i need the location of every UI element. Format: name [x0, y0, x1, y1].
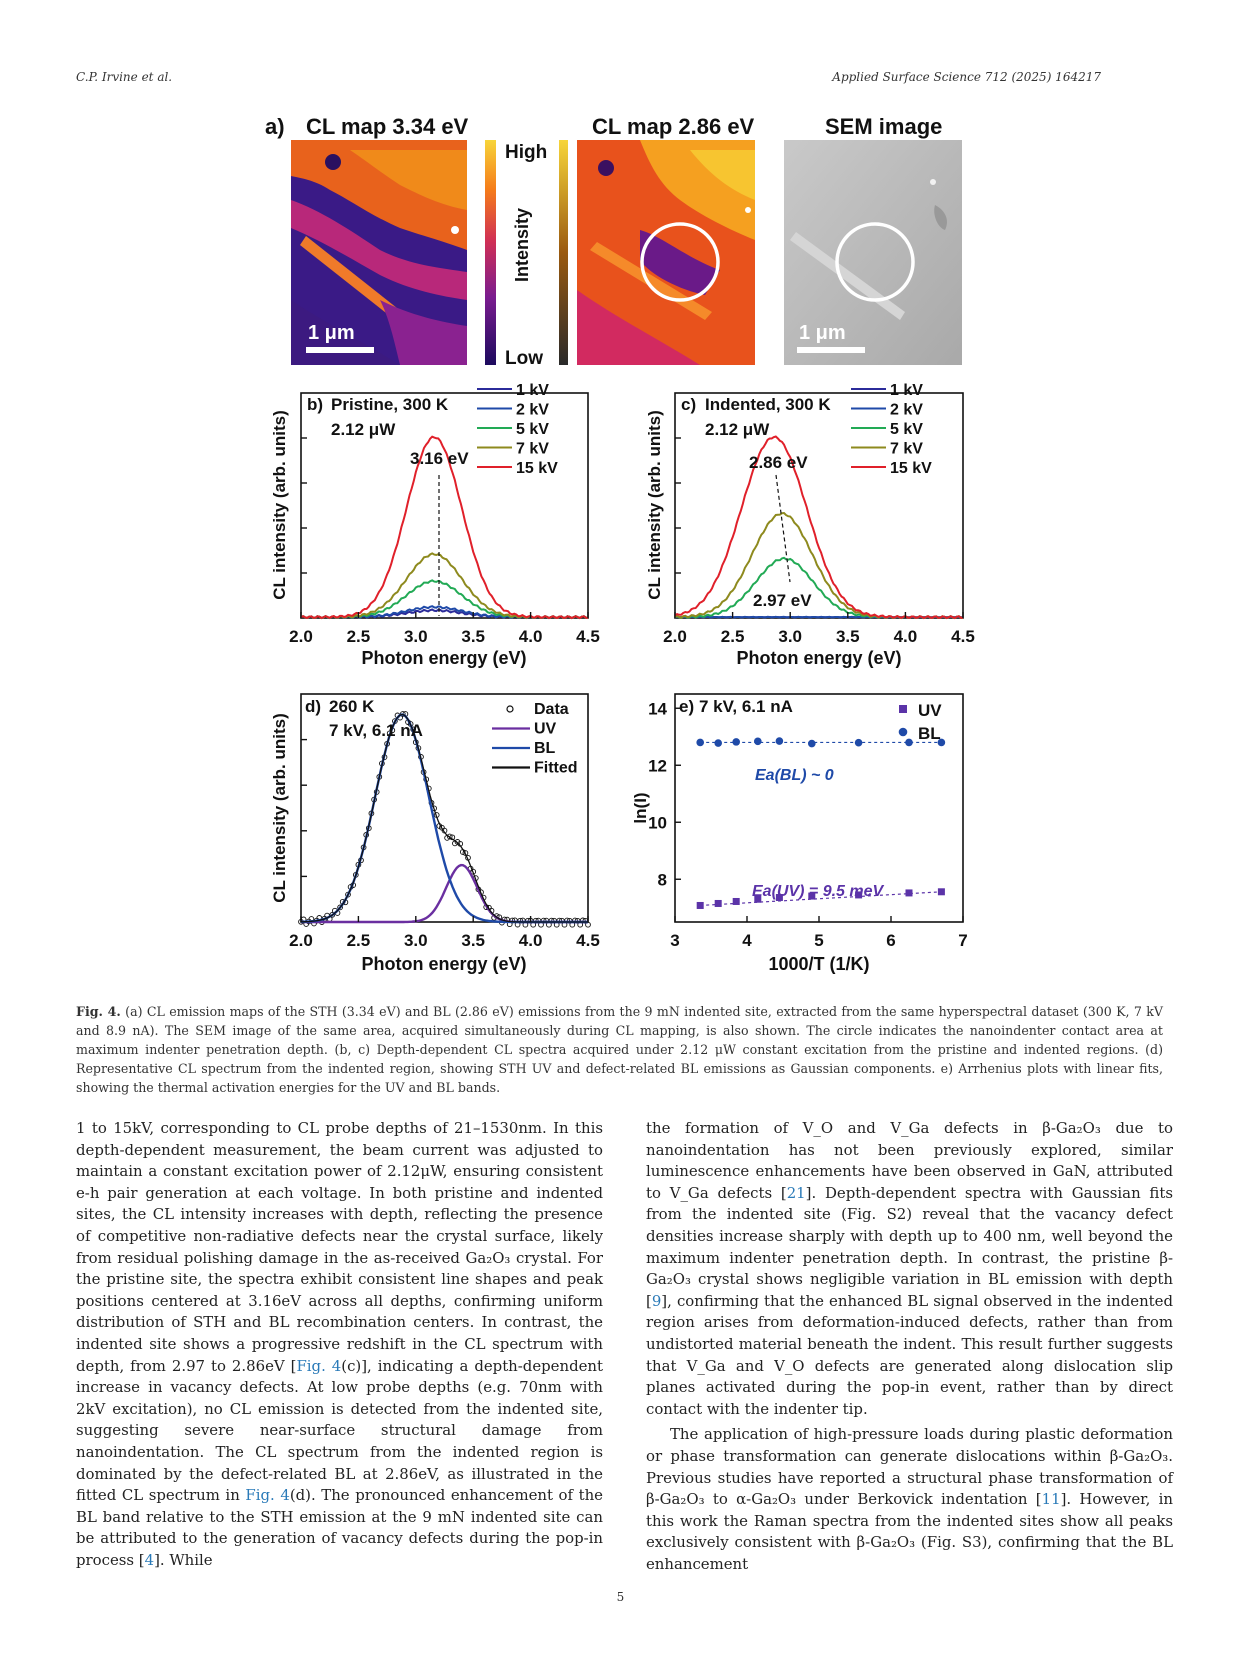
- d-legend-label: Data: [534, 701, 569, 718]
- b-xtick-label: 2.0: [289, 627, 313, 646]
- e-point-uv: [697, 902, 704, 909]
- panel-a-label: a): [265, 114, 285, 139]
- caption-label: Fig. 4.: [76, 1004, 121, 1019]
- body-column-right: [646, 1118, 1173, 1575]
- d-xtick-label: 4.5: [576, 931, 600, 950]
- panel-b-power: 2.12 μW: [331, 420, 396, 439]
- c-xtick-label: 3.0: [778, 627, 803, 646]
- panel-d-chart: [270, 694, 600, 974]
- colorbar-2: [559, 140, 568, 365]
- colorbar-low: Low: [505, 348, 543, 369]
- d-legend-swatch: [507, 706, 513, 712]
- c-xtick-label: 2.5: [720, 627, 745, 646]
- d-xtick-label: 2.5: [346, 931, 371, 950]
- b-legend-label: 5 kV: [516, 421, 549, 438]
- panel-c-ylabel: CL intensity (arb. units): [645, 410, 664, 600]
- e-point-bl: [732, 738, 740, 746]
- sem-title: SEM image: [825, 114, 943, 139]
- b-legend-label: 1 kV: [516, 382, 549, 399]
- panel-b-chart: [270, 382, 600, 668]
- page-number: 5: [616, 1590, 625, 1604]
- left-text-4: ]. While: [154, 1550, 213, 1569]
- figure-caption: [76, 1002, 1163, 1097]
- running-header-journal: Applied Surface Science 712 (2025) 164217: [832, 70, 1101, 84]
- map1-title: CL map 3.34 eV: [306, 114, 469, 139]
- panel-c-chart: [645, 382, 975, 668]
- citation-9[interactable]: 9: [651, 1291, 662, 1310]
- panel-c-power: 2.12 μW: [705, 420, 770, 439]
- colorbar-label: Intensity: [512, 207, 532, 282]
- scale-bar-1: [306, 347, 374, 353]
- fig-ref-4c[interactable]: Fig. 4: [296, 1356, 342, 1375]
- ea-bl-annotation: Ea(BL) ~ 0: [755, 767, 834, 784]
- e-legend-swatch-bl: [899, 728, 908, 737]
- left-text-1: 1 to 15kV, corresponding to CL probe depths of 21–1530nm. In this depth-dependent measurement, the beam current was adjusted to maintain a constant excitation power of 2.12μW, ensuring consistent e-h pair generation at each voltage. In both pristine and indented sites, the CL intensity increases with depth, reflecting the presence of competitive non-radiative defects near the crystal surface, likely from residual polishing damage in the as-received Ga₂O₃ crystal. For the pristine site, the spectra exhibit consistent line shapes and peak positions centered at 3.16eV across all depths, confirming uniform distribution of STH and BL recombination centers. In contrast, the indented site shows a progressive redshift in the CL spectrum with depth, from 2.97 to 2.86eV [: [76, 1119, 603, 1375]
- d-xtick-label: 4.0: [518, 931, 543, 950]
- cl-map-2-86ev: [577, 140, 755, 365]
- panel-e-label: e): [679, 697, 695, 716]
- panel-b-condition: Pristine, 300 K: [331, 395, 449, 414]
- e-point-uv: [733, 898, 740, 905]
- citation-21[interactable]: 21: [786, 1183, 806, 1202]
- right-text-4: The application of high-pressure loads during plastic deformation or phase transformation can generate dislocations within β-Ga₂O₃. Previous studies have reported a structural phase transformation of β-Ga₂O₃ to α-Ga₂O₃ under Berkovick indentation [: [646, 1425, 1173, 1509]
- e-point-uv: [715, 900, 722, 907]
- e-legend-label: BL: [918, 724, 941, 743]
- c-curve-7-kv: [675, 513, 963, 618]
- panel-c-label: c): [681, 395, 697, 414]
- b-legend-label: 15 kV: [516, 460, 558, 477]
- d-xtick-label: 3.0: [403, 931, 428, 950]
- panel-e-conditions: 7 kV, 6.1 nA: [699, 697, 793, 716]
- d-xtick-label: 3.5: [461, 931, 486, 950]
- d-legend-label: BL: [534, 740, 556, 757]
- e-xtick-label: 3: [670, 931, 680, 950]
- e-point-bl: [855, 739, 863, 747]
- panel-c-condition: Indented, 300 K: [705, 395, 831, 414]
- e-point-bl: [754, 738, 762, 746]
- right-text-3: ], confirming that the enhanced BL signal observed in the indented region arises from deformation-induced defects, rather than from undistorted material beneath the indent. This result further suggests that V_Ga and V_O defects are generated along dislocation slip planes activated during the pop-in event, rather than by direct contact with the indenter tip.: [646, 1291, 1173, 1418]
- c-legend-label: 7 kV: [890, 440, 923, 458]
- e-xtick-label: 7: [958, 931, 968, 950]
- left-paragraph: [76, 1118, 603, 1571]
- running-header-authors: C.P. Irvine et al.: [76, 70, 173, 84]
- panel-e-ylabel: ln(I): [631, 792, 650, 824]
- b-xtick-label: 4.5: [576, 627, 600, 646]
- d-legend-label: UV: [534, 720, 557, 738]
- c-xtick-label: 3.5: [835, 627, 860, 646]
- right-text-2: ]. Depth-dependent spectra with Gaussian fits from the indented site (Fig. S2) reveal that the vacancy defect densities increase sharply with depth up to 400 nm, well beyond the maximum indenter penetration depth. In contrast, the pristine β-Ga₂O₃ crystal shows negligible variation in BL emission with depth [: [646, 1183, 1173, 1310]
- panel-c-xlabel: Photon energy (eV): [736, 648, 902, 668]
- panel-b-label: b): [307, 395, 324, 414]
- panel-d-temperature: 260 K: [329, 697, 375, 716]
- panel-b-xlabel: Photon energy (eV): [361, 648, 527, 668]
- panel-d-ylabel: CL intensity (arb. units): [270, 713, 289, 903]
- colorbar-1: [485, 140, 496, 365]
- c-legend-label: 1 kV: [890, 382, 923, 399]
- citation-11[interactable]: 11: [1041, 1490, 1061, 1509]
- panel-d-xlabel: Photon energy (eV): [361, 954, 527, 974]
- right-text-1: the formation of V_O and V_Ga defects in β-Ga₂O₃ due to nanoindentation has not been previously explored, similar luminescence enhancements have been observed in GaN, attributed to V_Ga defects [: [646, 1119, 1173, 1202]
- e-ytick-label: 10: [648, 813, 667, 833]
- e-xtick-label: 4: [742, 931, 752, 950]
- scale-bar-label-2: 1 μm: [799, 322, 846, 344]
- panel-c-peak-label-bottom: 2.97 eV: [753, 591, 812, 610]
- e-point-uv: [938, 888, 945, 895]
- b-xtick-label: 3.5: [461, 627, 486, 646]
- scale-bar-2: [797, 347, 865, 353]
- ea-uv-annotation: Ea(UV) = 9.5 meV: [752, 883, 884, 900]
- scale-bar-label-1: 1 μm: [308, 322, 355, 344]
- d-legend-label: Fitted: [534, 759, 578, 777]
- e-legend-label: UV: [918, 701, 942, 720]
- left-text-3: (d). The pronounced enhancement of the BL band relative to the STH emission at the 9 mN indented site can be attributed to the generation of vacancy defects during the pop-in process [: [76, 1486, 603, 1569]
- colorbar-high: High: [505, 142, 548, 163]
- d-curve-uv: [301, 865, 588, 922]
- panel-c-peak-label-top: 2.86 eV: [749, 453, 808, 472]
- right-paragraph-2: [646, 1424, 1173, 1575]
- left-text-2: (c)], indicating a depth-dependent increase in vacancy defects. At low probe depths (e.g. 70nm with 2kV excitation), no CL emission is detected from the indented site, suggesting severe near-surface structural damage from nanoindentation. The CL spectrum from the indented region is dominated by the defect-related BL at 2.86eV, as illustrated in the fitted CL spectrum in: [76, 1356, 603, 1505]
- body-column-left: [76, 1118, 603, 1571]
- e-xtick-label: 5: [814, 931, 824, 950]
- b-legend-label: 7 kV: [516, 440, 549, 458]
- panel-d-conditions: 7 kV, 6.1 nA: [329, 721, 423, 740]
- c-legend-label: 2 kV: [890, 401, 923, 419]
- b-legend-label: 2 kV: [516, 401, 549, 419]
- map2-title: CL map 2.86 eV: [592, 114, 755, 139]
- b-xtick-label: 4.0: [518, 627, 543, 646]
- right-text-5: ]. However, in this work the Raman spectra from the indented sites show all peaks exclusively consistent with β-Ga₂O₃ (Fig. S3), confirming that the BL enhancement: [646, 1490, 1174, 1573]
- c-xtick-label: 4.5: [951, 627, 975, 646]
- e-point-bl: [808, 740, 816, 748]
- b-xtick-label: 3.0: [403, 627, 428, 646]
- c-legend-label: 15 kV: [890, 460, 932, 477]
- e-ytick-label: 8: [657, 870, 667, 890]
- e-ytick-label: 14: [648, 699, 667, 719]
- c-xtick-label: 2.0: [663, 627, 687, 646]
- b-xtick-label: 2.5: [346, 627, 371, 646]
- b-curve-5-kv: [301, 580, 588, 618]
- e-ytick-label: 12: [648, 756, 667, 776]
- e-legend-swatch-uv: [899, 705, 907, 713]
- c-legend-label: 5 kV: [890, 421, 923, 438]
- e-point-bl: [696, 739, 704, 747]
- d-xtick-label: 2.0: [289, 931, 313, 950]
- panel-b-peak-label: 3.16 eV: [410, 449, 469, 468]
- panel-b-ylabel: CL intensity (arb. units): [270, 410, 289, 600]
- panel-e-xlabel: 1000/T (1/K): [768, 954, 870, 974]
- right-paragraph-1: [646, 1118, 1173, 1420]
- c-xtick-label: 4.0: [893, 627, 918, 646]
- e-xtick-label: 6: [886, 931, 896, 950]
- e-point-bl: [714, 739, 722, 747]
- e-point-bl: [905, 739, 913, 747]
- e-point-uv: [906, 889, 913, 896]
- citation-4[interactable]: 4: [144, 1550, 155, 1569]
- caption-text: (a) CL emission maps of the STH (3.34 eV) and BL (2.86 eV) emissions from the 9 mN indented site, extracted from the same hyperspectral dataset (300 K, 7 kV and 8.9 nA). The SEM image of the same area, acquired simultaneously during CL mapping, is also shown. The circle indicates the nanoindenter contact area at maximum indenter penetration depth. (b, c) Depth-dependent CL spectra acquired under 2.12 μW constant excitation from the pristine and indented regions. (d) Representative CL spectrum from the indented region, showing STH UV and defect-related BL emissions as Gaussian components. e) Arrhenius plots with linear fits, showing the thermal activation energies for the UV and BL bands.: [76, 1004, 1163, 1095]
- fig-ref-4d[interactable]: Fig. 4: [245, 1486, 290, 1505]
- panel-d-label: d): [305, 697, 322, 716]
- panel-e-chart: [631, 694, 968, 974]
- e-point-bl: [776, 737, 784, 745]
